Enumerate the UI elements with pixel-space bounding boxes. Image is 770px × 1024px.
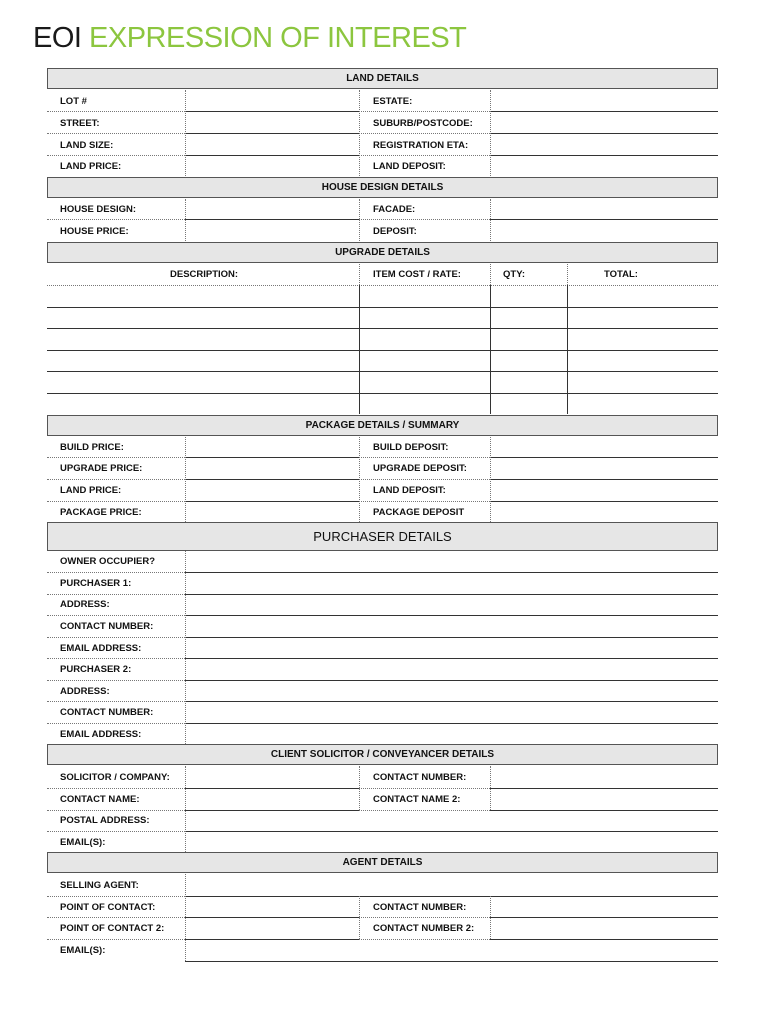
email1-label: EMAIL ADDRESS:	[60, 643, 142, 654]
agent-contact-number2-label: CONTACT NUMBER 2:	[373, 923, 475, 934]
column-divider	[185, 551, 186, 744]
row-divider	[47, 155, 185, 156]
upgrade-price-label: UPGRADE PRICE:	[60, 463, 143, 474]
row-divider	[47, 917, 185, 918]
row-divider	[47, 680, 185, 681]
build-deposit-label: BUILD DEPOSIT:	[373, 442, 449, 453]
upgrade-row-line[interactable]	[47, 350, 718, 351]
column-divider	[185, 766, 186, 852]
contact-number1-field[interactable]	[185, 637, 718, 638]
column-divider	[490, 896, 491, 939]
row-divider	[47, 285, 718, 286]
email1-field[interactable]	[185, 658, 718, 659]
postal-address-label: POSTAL ADDRESS:	[60, 815, 150, 826]
solicitor-emails-label: EMAIL(S):	[60, 837, 106, 848]
solicitor-contact-name2-label: CONTACT NAME 2:	[373, 794, 461, 805]
column-divider	[185, 90, 186, 176]
upgrade-price-field[interactable]	[185, 479, 359, 480]
qty-col-header: QTY:	[503, 269, 525, 280]
purchaser2-label: PURCHASER 2:	[60, 664, 132, 675]
column-divider	[359, 90, 360, 176]
column-divider	[359, 285, 360, 414]
point-of-contact-label: POINT OF CONTACT:	[60, 902, 156, 913]
row-divider	[359, 155, 490, 156]
facade-label: FACADE:	[373, 204, 416, 215]
column-divider	[185, 437, 186, 522]
row-divider	[359, 939, 490, 940]
row-divider	[47, 896, 185, 897]
land-size-field[interactable]	[185, 155, 359, 156]
house-design-header: HOUSE DESIGN DETAILS	[47, 177, 718, 198]
agent-contact-number-field[interactable]	[490, 917, 718, 918]
column-divider	[490, 285, 491, 414]
estate-field[interactable]	[490, 111, 718, 112]
house-deposit-label: DEPOSIT:	[373, 226, 417, 237]
package-land-deposit-field[interactable]	[490, 501, 718, 502]
contact-number2-label: CONTACT NUMBER:	[60, 707, 154, 718]
build-price-field[interactable]	[185, 457, 359, 458]
column-divider	[490, 437, 491, 522]
owner-occupier-field[interactable]	[185, 572, 718, 573]
house-price-label: HOUSE PRICE:	[60, 226, 129, 237]
row-divider	[47, 594, 185, 595]
row-divider	[47, 133, 185, 134]
upgrade-row-line[interactable]	[47, 393, 718, 394]
row-divider	[47, 572, 185, 573]
row-divider	[47, 788, 185, 789]
estate-label: ESTATE:	[373, 96, 413, 107]
package-land-price-field[interactable]	[185, 501, 359, 502]
agent-contact-number-label: CONTACT NUMBER:	[373, 902, 467, 913]
column-divider	[185, 199, 186, 241]
land-deposit-label: LAND DEPOSIT:	[373, 161, 446, 172]
column-divider	[359, 264, 360, 285]
land-price-label: LAND PRICE:	[60, 161, 122, 172]
total-col-header: TOTAL:	[604, 269, 638, 280]
title-main: EXPRESSION OF INTEREST	[89, 22, 467, 54]
row-divider	[359, 111, 490, 112]
house-design-label: HOUSE DESIGN:	[60, 204, 137, 215]
row-divider	[359, 788, 490, 789]
land-size-label: LAND SIZE:	[60, 140, 114, 151]
column-divider	[567, 285, 568, 414]
solicitor-contact-name2-field[interactable]	[490, 810, 718, 811]
row-divider	[47, 111, 185, 112]
column-divider	[490, 766, 491, 810]
build-deposit-field[interactable]	[490, 457, 718, 458]
lot-field[interactable]	[185, 111, 359, 112]
row-divider	[47, 637, 185, 638]
upgrade-details-header: UPGRADE DETAILS	[47, 242, 718, 263]
point-of-contact-field[interactable]	[185, 917, 359, 918]
column-divider	[490, 90, 491, 176]
solicitor-contact-number-label: CONTACT NUMBER:	[373, 772, 467, 783]
package-deposit-label: PACKAGE DEPOSIT	[373, 507, 465, 518]
email2-label: EMAIL ADDRESS:	[60, 729, 142, 740]
row-divider	[47, 658, 185, 659]
street-label: STREET:	[60, 118, 100, 129]
column-divider	[185, 874, 186, 961]
contact-number1-label: CONTACT NUMBER:	[60, 621, 154, 632]
description-col-header: DESCRIPTION:	[170, 269, 239, 280]
lot-label: LOT #	[60, 96, 87, 107]
house-design-field[interactable]	[185, 219, 359, 220]
agent-contact-number2-field[interactable]	[490, 939, 718, 940]
row-divider	[47, 501, 185, 502]
agent-details-header: AGENT DETAILS	[47, 852, 718, 873]
row-divider	[359, 917, 490, 918]
title-prefix: EOI	[33, 22, 82, 54]
row-divider	[47, 457, 185, 458]
form-title	[33, 20, 466, 56]
row-divider	[359, 133, 490, 134]
selling-agent-field[interactable]	[185, 896, 718, 897]
column-divider	[490, 199, 491, 241]
row-divider	[359, 457, 490, 458]
purchaser-details-header: PURCHASER DETAILS	[47, 522, 718, 551]
address2-field[interactable]	[185, 701, 718, 702]
row-divider	[47, 831, 185, 832]
solicitor-company-label: SOLICITOR / COMPANY:	[60, 772, 170, 783]
row-divider	[359, 219, 490, 220]
column-divider	[567, 264, 568, 285]
row-divider	[359, 501, 490, 502]
point-of-contact2-label: POINT OF CONTACT 2:	[60, 923, 165, 934]
suburb-field[interactable]	[490, 133, 718, 134]
column-divider	[359, 199, 360, 241]
package-details-header: PACKAGE DETAILS / SUMMARY	[47, 415, 718, 436]
agent-emails-field[interactable]	[185, 961, 718, 962]
upgrade-deposit-field[interactable]	[490, 479, 718, 480]
street-field[interactable]	[185, 133, 359, 134]
point-of-contact2-field[interactable]	[185, 939, 359, 940]
contact-number2-field[interactable]	[185, 723, 718, 724]
suburb-label: SUBURB/POSTCODE:	[373, 118, 473, 129]
registration-label: REGISTRATION ETA:	[373, 140, 469, 151]
agent-emails-label: EMAIL(S):	[60, 945, 106, 956]
row-divider	[47, 615, 185, 616]
solicitor-company-field[interactable]	[185, 788, 359, 789]
package-price-label: PACKAGE PRICE:	[60, 507, 142, 518]
row-divider	[47, 723, 185, 724]
owner-occupier-label: OWNER OCCUPIER?	[60, 556, 155, 567]
postal-address-field[interactable]	[185, 831, 718, 832]
purchaser2-field[interactable]	[185, 680, 718, 681]
solicitor-contact-name-label: CONTACT NAME:	[60, 794, 140, 805]
purchaser1-field[interactable]	[185, 594, 718, 595]
solicitor-contact-number-field[interactable]	[490, 788, 718, 789]
row-divider	[47, 939, 185, 940]
address1-field[interactable]	[185, 615, 718, 616]
facade-field[interactable]	[490, 219, 718, 220]
row-divider	[359, 810, 490, 811]
land-details-header: LAND DETAILS	[47, 68, 718, 89]
address1-label: ADDRESS:	[60, 599, 110, 610]
row-divider	[47, 810, 185, 811]
column-divider	[359, 437, 360, 522]
address2-label: ADDRESS:	[60, 686, 110, 697]
selling-agent-label: SELLING AGENT:	[60, 880, 139, 891]
registration-field[interactable]	[490, 155, 718, 156]
upgrade-row-line[interactable]	[47, 328, 718, 329]
purchaser1-label: PURCHASER 1:	[60, 578, 132, 589]
column-divider	[359, 766, 360, 810]
build-price-label: BUILD PRICE:	[60, 442, 124, 453]
row-divider	[47, 219, 185, 220]
upgrade-row-line[interactable]	[47, 371, 718, 372]
column-divider	[490, 264, 491, 285]
column-divider	[359, 896, 360, 939]
row-divider	[359, 479, 490, 480]
solicitor-header: CLIENT SOLICITOR / CONVEYANCER DETAILS	[47, 744, 718, 765]
upgrade-deposit-label: UPGRADE DEPOSIT:	[373, 463, 467, 474]
row-divider	[47, 701, 185, 702]
package-land-deposit-label: LAND DEPOSIT:	[373, 485, 446, 496]
item-cost-col-header: ITEM COST / RATE:	[373, 269, 461, 280]
upgrade-row-line[interactable]	[47, 307, 718, 308]
package-land-price-label: LAND PRICE:	[60, 485, 122, 496]
row-divider	[47, 479, 185, 480]
solicitor-contact-name-field[interactable]	[185, 810, 359, 811]
